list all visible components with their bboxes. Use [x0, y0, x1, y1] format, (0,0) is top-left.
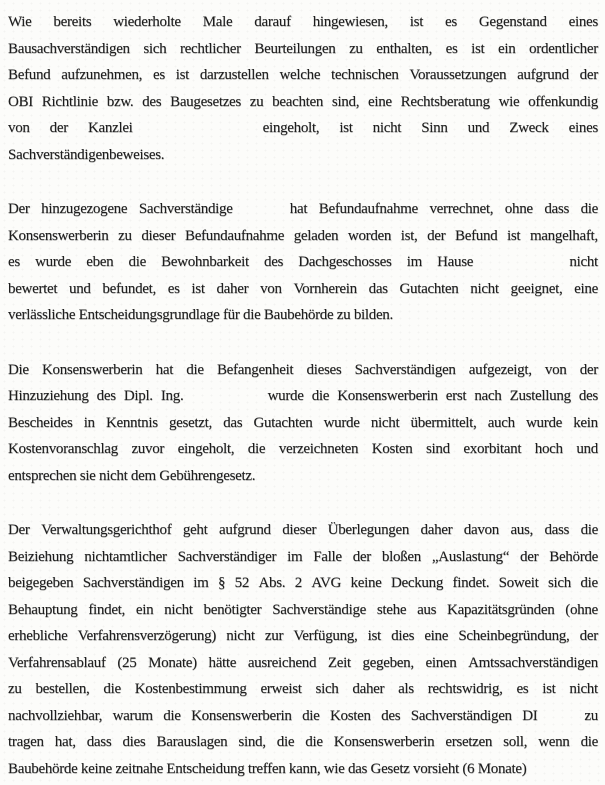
- word: nachvollziehbar,: [8, 707, 103, 724]
- word: und: [576, 441, 598, 457]
- word: dieser: [282, 522, 317, 538]
- text-line: [8, 703, 598, 730]
- word: Überlegungen: [327, 522, 410, 538]
- word: 2: [294, 575, 302, 591]
- word: offenkundig: [528, 93, 598, 110]
- word: keine: [350, 575, 382, 591]
- word: Vornherein: [293, 280, 357, 297]
- word: im: [193, 575, 209, 591]
- word: im: [406, 254, 422, 270]
- text-line: Baubehörde keine zeitnahe Entscheidung treffen kann, wie das Gesetz vorsieht (6 Monate): [8, 760, 527, 777]
- word: Konsenswerberin: [41, 361, 143, 378]
- word: wiederholte: [113, 14, 181, 30]
- word: dass: [86, 734, 112, 750]
- word: Kostenvoranschlag: [8, 441, 118, 457]
- word: Sachverständige: [138, 201, 233, 217]
- word: aufgrund: [218, 522, 271, 538]
- word: von: [260, 280, 282, 297]
- word: ist: [339, 120, 353, 136]
- word: geeignet,: [510, 280, 563, 297]
- redaction-gap: [488, 265, 554, 266]
- word: das: [368, 280, 388, 297]
- word: stehe: [376, 601, 407, 618]
- word: dass: [544, 522, 570, 538]
- word: ordentlicher: [529, 40, 598, 57]
- word: geht: [182, 522, 208, 538]
- text-line: [8, 544, 598, 571]
- word: die: [276, 734, 295, 750]
- word: Baugesetzes: [170, 93, 241, 110]
- word: ist,: [400, 227, 418, 244]
- word: aufzunehmen,: [61, 67, 143, 83]
- word: zur: [264, 628, 284, 644]
- word: verzeichneten: [278, 441, 359, 457]
- text-line: [8, 597, 598, 624]
- word: Richtlinie: [41, 93, 98, 110]
- word: und: [69, 280, 91, 297]
- word: worden: [347, 227, 392, 244]
- word: der: [352, 548, 371, 565]
- word: technischen: [331, 67, 399, 83]
- word: bzw.: [106, 93, 134, 110]
- word: Bausachverständigen: [8, 40, 130, 57]
- word: zu: [349, 40, 363, 57]
- word: beachten: [272, 93, 324, 110]
- text-line: [8, 410, 598, 437]
- word: Voraussetzungen: [409, 67, 507, 83]
- word: Scheinbegründung,: [458, 628, 570, 644]
- word: ein: [135, 601, 154, 618]
- text-line: [8, 196, 598, 223]
- word: Sachverständige: [272, 601, 367, 618]
- word: die: [305, 734, 323, 750]
- word: 52: [234, 575, 250, 591]
- word: die: [186, 361, 204, 378]
- word: ausreichend: [247, 654, 317, 671]
- word: Die: [8, 361, 29, 378]
- word: die: [103, 681, 121, 697]
- word: enthalten,: [376, 40, 432, 57]
- word: es: [167, 280, 180, 297]
- word: wurde: [526, 414, 563, 431]
- word: daher: [420, 522, 453, 538]
- text-line: [8, 9, 598, 36]
- word: sich: [143, 40, 167, 57]
- word: Zweck: [509, 120, 549, 136]
- text-line: [8, 436, 598, 463]
- word: sind: [426, 441, 450, 457]
- word: beigegeben: [8, 575, 74, 591]
- word: die: [128, 254, 146, 270]
- word: Befundaufnahme: [184, 227, 285, 244]
- text-line: [8, 223, 598, 250]
- word: Bescheides: [8, 414, 73, 431]
- word: Hause: [437, 254, 474, 270]
- word: die: [163, 707, 181, 724]
- word: aufgezeigt,: [468, 361, 532, 378]
- word: der: [579, 67, 598, 83]
- text-line: [8, 676, 598, 703]
- word: wurde: [267, 388, 304, 404]
- word: die: [247, 441, 266, 457]
- word: Verfahrensablauf: [8, 654, 106, 671]
- word: hat: [155, 361, 174, 378]
- word: nicht: [370, 414, 400, 431]
- word: Konsenswerberin: [337, 388, 438, 404]
- word: wenn: [538, 734, 570, 750]
- word: Rechtsberatung: [400, 93, 490, 110]
- word: Falle: [313, 548, 342, 565]
- word: die: [580, 201, 598, 217]
- word: sich: [547, 575, 571, 591]
- paragraph: [8, 9, 598, 168]
- word: Wie: [8, 14, 32, 30]
- text-line: [8, 650, 598, 677]
- word: Konsenswerberin: [333, 734, 435, 750]
- word: das: [223, 414, 243, 431]
- word: nicht: [569, 681, 598, 697]
- word: hat: [289, 201, 308, 217]
- word: mangelhaft,: [529, 227, 598, 244]
- word: Gutachten: [399, 280, 459, 297]
- word: des: [381, 707, 401, 724]
- word: Hinzuziehung: [8, 388, 89, 404]
- word: wurde: [35, 254, 72, 270]
- word: es: [152, 67, 165, 83]
- word: Konsenswerberin: [8, 227, 109, 244]
- word: verrechnet,: [429, 201, 494, 217]
- word: Kapazitätsgründen: [447, 601, 555, 618]
- word: bewertet: [8, 280, 58, 297]
- word: davon: [463, 522, 499, 538]
- word: hätte: [208, 654, 237, 671]
- word: Konsenswerberin: [191, 707, 292, 724]
- word: der: [49, 120, 68, 136]
- word: ist: [191, 280, 205, 297]
- word: Kenntnis: [105, 414, 158, 431]
- word: in: [83, 414, 95, 431]
- word: nicht: [164, 601, 193, 618]
- word: darzustellen: [199, 67, 269, 83]
- word: Male: [202, 14, 233, 30]
- word: sind,: [331, 93, 360, 110]
- paragraph: [8, 517, 598, 782]
- text-line: [8, 36, 598, 63]
- word: §: [217, 575, 226, 591]
- redaction-gap: [244, 212, 278, 213]
- word: gegeben,: [362, 654, 414, 671]
- word: zu: [584, 707, 598, 724]
- word: Behauptung: [8, 601, 78, 618]
- text-line: [8, 276, 598, 303]
- word: von: [8, 120, 30, 136]
- word: Der: [8, 522, 30, 538]
- word: dies: [122, 734, 146, 750]
- word: die: [580, 575, 598, 591]
- word: DI: [522, 707, 538, 724]
- word: im: [287, 548, 303, 565]
- word: ersetzen: [445, 734, 493, 750]
- word: der: [579, 361, 598, 378]
- word: nach: [474, 388, 502, 404]
- word: des: [142, 93, 162, 110]
- word: Befangenheit: [216, 361, 294, 378]
- word: hinzugezogene: [41, 201, 128, 217]
- word: zu: [118, 227, 132, 244]
- word: und: [467, 120, 490, 136]
- word: Dipl.: [123, 388, 153, 404]
- word: die: [311, 388, 330, 404]
- word: ist: [409, 14, 424, 30]
- text-line: Sachverständigenbeweises.: [8, 146, 165, 163]
- word: ein: [498, 40, 516, 57]
- word: rechtlicher: [179, 40, 241, 57]
- word: Befund: [455, 227, 498, 244]
- word: zuvor: [131, 441, 165, 457]
- word: einen: [425, 654, 457, 671]
- word: findet.: [452, 575, 490, 591]
- word: als: [398, 681, 414, 697]
- text-line: verlässliche Entscheidungsgrundlage für die Baubehörde zu bilden.: [8, 307, 393, 323]
- word: eines: [568, 14, 598, 30]
- word: dies: [391, 628, 415, 644]
- word: Sachverständiger: [177, 548, 277, 565]
- text-line: [8, 115, 598, 142]
- word: Kosten: [371, 441, 413, 457]
- word: rechtswidrig,: [427, 681, 503, 697]
- redaction-gap: [153, 131, 243, 132]
- word: auch: [487, 414, 515, 431]
- word: der: [520, 548, 539, 565]
- word: Amtssachverständigen: [468, 654, 598, 671]
- word: eingeholt,: [262, 120, 320, 136]
- word: soll,: [503, 734, 528, 750]
- word: ohne: [504, 201, 533, 217]
- word: eine: [368, 93, 392, 110]
- word: Deckung: [390, 575, 444, 591]
- word: sind,: [238, 734, 266, 750]
- word: zu: [249, 93, 264, 110]
- word: Sachverständigen: [82, 575, 184, 591]
- word: es: [445, 40, 458, 57]
- word: Gutachten: [253, 414, 313, 431]
- word: nicht: [226, 628, 255, 644]
- word: Kosten: [330, 707, 371, 724]
- word: wurde: [323, 414, 360, 431]
- word: tragen: [8, 734, 44, 750]
- word: Kostenbestimmung: [134, 681, 247, 697]
- word: Verwaltungsgerichthof: [41, 522, 172, 538]
- word: bloßen: [381, 548, 421, 565]
- word: ist: [367, 628, 381, 644]
- word: „Auslastung“: [431, 548, 510, 565]
- word: Ing.: [160, 388, 184, 404]
- word: OBI: [8, 93, 33, 110]
- word: dieses: [306, 361, 342, 378]
- word: eben: [86, 254, 114, 270]
- word: bereits: [53, 14, 92, 30]
- word: des: [96, 388, 116, 404]
- word: der: [427, 227, 446, 244]
- word: Verfahrensverzögerung): [77, 628, 216, 644]
- word: eines: [568, 120, 598, 136]
- word: daher: [216, 280, 249, 297]
- paragraph: [8, 357, 598, 490]
- word: eingeholt,: [177, 441, 235, 457]
- word: dieser: [141, 227, 176, 244]
- text-line: [8, 357, 598, 384]
- word: kein: [573, 414, 598, 431]
- text-line: [8, 249, 598, 276]
- word: darauf: [254, 14, 291, 30]
- word: nicht: [372, 120, 402, 136]
- word: Verfügung,: [293, 628, 358, 644]
- word: des: [578, 388, 598, 404]
- word: bestellen,: [35, 681, 90, 697]
- word: nicht: [569, 254, 598, 270]
- word: daher: [352, 681, 385, 697]
- word: übermittelt,: [410, 414, 477, 431]
- word: Beiziehung: [8, 548, 74, 565]
- word: befundet,: [102, 280, 156, 297]
- word: (25: [117, 654, 137, 671]
- word: die: [580, 734, 598, 750]
- word: exorbitant: [463, 441, 522, 457]
- word: Soweit: [498, 575, 539, 591]
- word: welche: [279, 67, 321, 83]
- text-line: [8, 62, 598, 89]
- word: es: [516, 681, 529, 697]
- word: gesetzt,: [168, 414, 212, 431]
- word: Der: [8, 201, 30, 217]
- word: dass: [544, 201, 569, 217]
- word: es: [8, 254, 20, 270]
- word: ist: [542, 681, 556, 697]
- word: erweist: [260, 681, 302, 697]
- word: ist: [175, 67, 189, 83]
- word: hingewiesen,: [312, 14, 388, 30]
- word: Befund: [8, 67, 51, 83]
- text-line: [8, 570, 598, 597]
- word: erst: [445, 388, 467, 404]
- word: sich: [315, 681, 339, 697]
- text-line: [8, 383, 598, 410]
- word: aufgrund: [517, 67, 569, 83]
- word: Befundaufnahme: [318, 201, 418, 217]
- word: findet,: [88, 601, 125, 618]
- word: Zeit: [327, 654, 351, 671]
- text-line: entsprechen sie nicht dem Gebührengesetz.: [8, 467, 256, 484]
- word: des: [264, 254, 284, 270]
- word: Zustellung: [509, 388, 571, 404]
- word: benötigter: [203, 601, 262, 618]
- word: (ohne: [565, 601, 598, 618]
- word: es: [445, 14, 457, 30]
- word: Sachverständigen: [354, 361, 456, 378]
- word: Barauslagen: [156, 734, 228, 750]
- word: Dachgeschosses: [298, 254, 392, 270]
- text-line: [8, 517, 598, 544]
- paragraph: [8, 196, 598, 329]
- word: nicht: [470, 280, 499, 297]
- document-body: [8, 9, 598, 782]
- word: Bewohnbarkeit: [161, 254, 249, 270]
- word: von: [544, 361, 567, 378]
- text-line: [8, 89, 598, 116]
- word: AVG: [311, 575, 342, 591]
- word: nichtamtlicher: [84, 548, 167, 565]
- word: Behörde: [549, 548, 598, 565]
- word: Sachverständigen: [410, 707, 512, 724]
- word: aus: [417, 601, 437, 618]
- word: Gegenstand: [478, 14, 547, 30]
- word: eine: [424, 628, 449, 644]
- word: hat,: [54, 734, 76, 750]
- redaction-gap: [548, 719, 574, 720]
- text-line: [8, 623, 598, 650]
- word: Abs.: [258, 575, 286, 591]
- word: die: [580, 522, 598, 538]
- word: Beurteilungen: [254, 40, 336, 57]
- word: ist: [471, 40, 485, 57]
- word: zu: [8, 681, 22, 697]
- word: Kanzlei: [88, 120, 133, 136]
- word: die: [302, 707, 320, 724]
- word: eine: [574, 280, 598, 297]
- word: geladen: [293, 227, 339, 244]
- word: erhebliche: [8, 628, 68, 644]
- word: wie: [498, 93, 520, 110]
- redaction-gap: [192, 399, 260, 400]
- word: Sinn: [421, 120, 448, 136]
- word: der: [579, 628, 598, 644]
- word: Monate): [148, 654, 197, 671]
- word: warum: [112, 707, 153, 724]
- word: hoch: [534, 441, 563, 457]
- word: ist: [507, 227, 521, 244]
- word: aus,: [510, 522, 533, 538]
- text-line: [8, 729, 598, 756]
